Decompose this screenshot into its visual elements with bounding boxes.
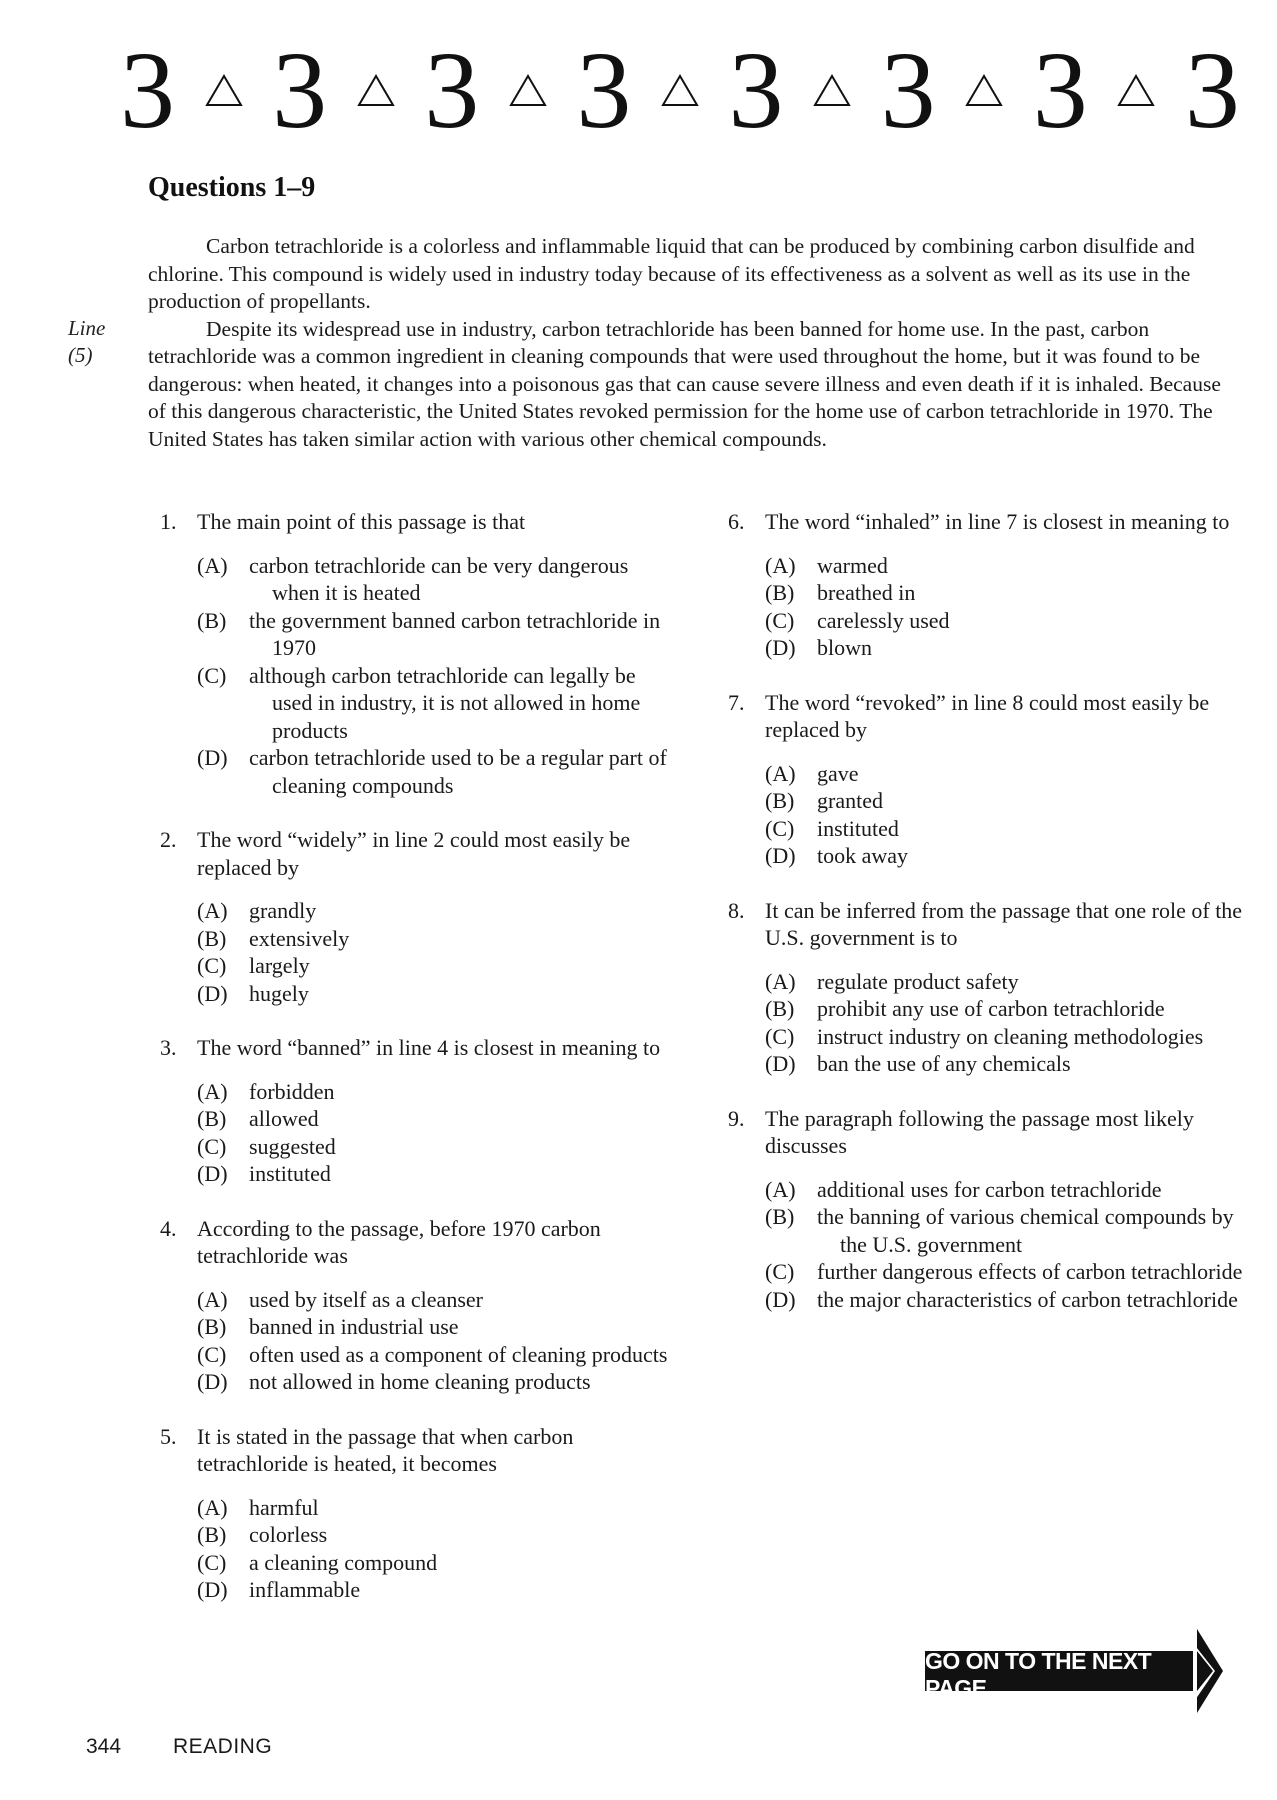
option-text: breathed in	[817, 580, 916, 605]
option-letter: (D)	[197, 1369, 228, 1394]
option-letter: (D)	[197, 1161, 228, 1186]
section-number: 3	[424, 29, 480, 151]
option-text: the government banned carbon tetrachloride in 1970	[249, 607, 661, 660]
section-number: 3	[1184, 29, 1240, 151]
question-number: 8.	[728, 897, 745, 923]
question-number: 6.	[728, 509, 745, 534]
question-text: The word “inhaled” in line 7 is closest in meaning to	[765, 509, 1230, 534]
option-text: not allowed in home cleaning products	[249, 1369, 591, 1394]
section-number: 3	[120, 29, 175, 151]
option-text: regulate product safety	[817, 968, 1019, 994]
option-letter: (A)	[765, 1176, 796, 1202]
option-letter: (C)	[765, 815, 795, 841]
line-number-5: (5)	[68, 343, 93, 367]
option-text: the banning of various chemical compounds by the U.S. government	[817, 1204, 1234, 1257]
option-letter: (B)	[765, 788, 795, 813]
option-letter: (B)	[765, 996, 795, 1021]
option-text: ban the use of any chemicals	[817, 1051, 1071, 1076]
answer-option[interactable]	[765, 760, 1248, 788]
answer-option[interactable]	[197, 662, 680, 745]
question-item	[160, 1423, 680, 1604]
answer-option[interactable]	[765, 995, 1248, 1023]
passage-paragraph: Despite its widespread use in industry, carbon tetrachloride has been banned for home use. In the past, carbon tetrachloride was a common ingredient in cleaning compounds that were used throughout the home, but it was found to be dangerous: when heated, it changes into a poisonous gas that can cause severe illness and even death if it is inhaled. Because of this dangerous characteristic, the United States revoked permission for the home use of carbon tetrachloride in 1970. The United States has taken similar action with various other chemical compounds.	[148, 316, 1221, 451]
answer-option[interactable]	[197, 1105, 680, 1133]
reading-passage	[148, 233, 1228, 453]
answer-option[interactable]	[197, 897, 680, 925]
section-number: 3	[576, 29, 632, 151]
answer-option[interactable]	[765, 1203, 1248, 1258]
option-text: allowed	[249, 1106, 319, 1131]
section-name: READING	[173, 1735, 273, 1758]
answer-option[interactable]	[197, 1286, 680, 1314]
option-text: carelessly used	[817, 607, 950, 633]
question-text: It can be inferred from the passage that one role of the U.S. government is to	[765, 897, 1243, 950]
option-text: warmed	[817, 552, 888, 578]
answer-options	[765, 968, 1248, 1078]
option-letter: (C)	[197, 1341, 227, 1367]
question-text: According to the passage, before 1970 carbon tetrachloride was	[197, 1215, 601, 1268]
answer-option[interactable]	[197, 744, 680, 799]
option-letter: (D)	[197, 1577, 228, 1602]
answer-option[interactable]	[197, 925, 680, 953]
option-text: carbon tetrachloride can be very dangerous when it is heated	[249, 552, 629, 605]
answer-option[interactable]	[765, 607, 1248, 635]
option-letter: (C)	[765, 607, 795, 633]
questions-left-column	[160, 508, 680, 1631]
next-page-label: GO ON TO THE NEXT PAGE	[925, 1648, 1152, 1701]
option-text: gave	[817, 760, 859, 786]
option-text: grandly	[249, 898, 317, 923]
option-letter: (B)	[197, 1106, 227, 1131]
answer-option[interactable]	[197, 1078, 680, 1106]
option-letter: (A)	[197, 1494, 228, 1520]
option-letter: (C)	[197, 953, 227, 978]
question-item	[160, 826, 680, 1007]
section-number-band	[120, 29, 1240, 151]
answer-option[interactable]	[765, 787, 1248, 815]
page-number: 344	[86, 1735, 122, 1758]
answer-option[interactable]	[197, 952, 680, 980]
question-item	[160, 508, 680, 799]
questions-right-column	[728, 508, 1248, 1340]
answer-option[interactable]	[197, 1521, 680, 1549]
answer-option[interactable]	[765, 579, 1248, 607]
question-number: 9.	[728, 1105, 745, 1131]
question-text: The paragraph following the passage most likely discusses	[765, 1105, 1194, 1158]
answer-option[interactable]	[197, 1133, 680, 1161]
option-text: carbon tetrachloride used to be a regular part of cleaning compounds	[249, 745, 667, 798]
option-text: largely	[249, 953, 310, 978]
question-item	[160, 1215, 680, 1396]
option-text: colorless	[249, 1522, 328, 1547]
triangle-outline-icon	[965, 73, 1003, 107]
option-letter: (D)	[765, 1286, 796, 1312]
option-text: instituted	[817, 815, 899, 841]
option-text: a cleaning compound	[249, 1549, 438, 1575]
question-item	[728, 689, 1248, 870]
question-stem	[160, 1034, 680, 1062]
section-number: 3	[1032, 29, 1088, 151]
option-letter: (D)	[765, 843, 796, 868]
option-text: took away	[817, 843, 909, 868]
question-stem	[160, 508, 680, 536]
question-stem	[160, 1215, 680, 1270]
option-letter: (D)	[197, 980, 228, 1006]
section-number: 3	[728, 29, 784, 151]
option-text: extensively	[249, 925, 350, 951]
question-stem	[728, 897, 1248, 952]
question-item	[728, 897, 1248, 1078]
option-letter: (A)	[197, 552, 228, 578]
option-letter: (D)	[765, 635, 796, 660]
question-text: The word “widely” in line 2 could most easily be replaced by	[197, 827, 631, 880]
answer-option[interactable]	[197, 1160, 680, 1188]
question-stem	[160, 1423, 680, 1478]
answer-option[interactable]	[765, 815, 1248, 843]
question-number: 3.	[160, 1035, 177, 1060]
option-text: instituted	[249, 1161, 331, 1186]
option-letter: (C)	[765, 1023, 795, 1049]
option-letter: (A)	[765, 760, 796, 786]
triangle-outline-icon	[357, 73, 395, 107]
answer-option[interactable]	[197, 1368, 680, 1396]
question-stem	[160, 826, 680, 881]
answer-option[interactable]	[765, 1050, 1248, 1078]
answer-option[interactable]	[197, 1341, 680, 1369]
answer-option[interactable]	[765, 842, 1248, 870]
option-text: although carbon tetrachloride can legally be used in industry, it is not allowed in home products	[249, 662, 641, 743]
answer-option[interactable]	[197, 980, 680, 1008]
answer-option[interactable]	[197, 607, 680, 662]
option-letter: (A)	[197, 1078, 228, 1104]
option-letter: (D)	[765, 1051, 796, 1076]
answer-options	[765, 552, 1248, 662]
question-number: 5.	[160, 1423, 177, 1449]
triangle-outline-icon	[509, 73, 547, 107]
question-item	[728, 508, 1248, 662]
answer-option[interactable]	[765, 1176, 1248, 1204]
option-text: granted	[817, 788, 883, 813]
answer-option[interactable]	[765, 968, 1248, 996]
answer-option[interactable]	[765, 1023, 1248, 1051]
option-text: inflammable	[249, 1577, 361, 1602]
option-text: forbidden	[249, 1078, 335, 1104]
question-stem	[728, 508, 1248, 536]
option-letter: (A)	[197, 898, 228, 923]
option-letter: (A)	[765, 552, 796, 578]
answer-option[interactable]	[197, 1549, 680, 1577]
question-item	[160, 1034, 680, 1188]
option-letter: (C)	[765, 1259, 795, 1284]
next-page-banner	[925, 1625, 1225, 1717]
option-letter: (B)	[197, 1314, 227, 1339]
option-letter: (B)	[765, 580, 795, 605]
option-letter: (A)	[765, 968, 796, 994]
section-heading: Questions 1–9	[148, 172, 316, 203]
answer-options	[197, 1494, 680, 1604]
answer-options	[197, 1286, 680, 1396]
option-text: blown	[817, 635, 872, 660]
answer-option[interactable]	[197, 552, 680, 607]
answer-option[interactable]	[765, 634, 1248, 662]
answer-options	[765, 1176, 1248, 1314]
option-letter: (B)	[765, 1204, 795, 1229]
option-letter: (D)	[197, 745, 228, 770]
option-letter: (B)	[197, 1522, 227, 1547]
answer-option[interactable]	[197, 1576, 680, 1604]
option-letter: (A)	[197, 1286, 228, 1312]
option-text: harmful	[249, 1494, 319, 1520]
answer-options	[197, 1078, 680, 1188]
option-text: used by itself as a cleanser	[249, 1286, 483, 1312]
triangle-outline-icon	[205, 73, 243, 107]
option-letter: (C)	[197, 662, 227, 688]
option-text: often used as a component of cleaning products	[249, 1341, 668, 1367]
question-text: It is stated in the passage that when carbon tetrachloride is heated, it becomes	[197, 1423, 574, 1476]
question-text: The word “revoked” in line 8 could most easily be replaced by	[765, 689, 1210, 742]
option-text: suggested	[249, 1133, 336, 1159]
question-text: The main point of this passage is that	[197, 509, 526, 534]
answer-option[interactable]	[765, 1286, 1248, 1314]
triangle-outline-icon	[813, 73, 851, 107]
answer-option[interactable]	[197, 1313, 680, 1341]
question-number: 4.	[160, 1215, 177, 1241]
option-text: instruct industry on cleaning methodologies	[817, 1023, 1204, 1049]
option-text: additional uses for carbon tetrachloride	[817, 1176, 1162, 1202]
line-label: Line	[68, 316, 106, 340]
option-letter: (B)	[197, 925, 227, 951]
question-number: 1.	[160, 509, 177, 534]
triangle-outline-icon	[661, 73, 699, 107]
answer-options	[765, 760, 1248, 870]
option-letter: (C)	[197, 1549, 227, 1575]
option-text: banned in industrial use	[249, 1314, 459, 1339]
answer-option[interactable]	[765, 1258, 1248, 1286]
question-number: 2.	[160, 827, 177, 852]
option-text: hugely	[249, 980, 309, 1006]
option-letter: (B)	[197, 607, 227, 633]
answer-options	[197, 552, 680, 800]
option-text: further dangerous effects of carbon tetrachloride	[817, 1259, 1243, 1284]
section-number: 3	[880, 29, 936, 151]
section-number: 3	[272, 29, 328, 151]
question-stem	[728, 1105, 1248, 1160]
question-stem	[728, 689, 1248, 744]
answer-options	[197, 897, 680, 1007]
answer-option[interactable]	[197, 1494, 680, 1522]
option-letter: (C)	[197, 1133, 227, 1159]
option-text: the major characteristics of carbon tetrachloride	[817, 1286, 1238, 1312]
question-number: 7.	[728, 689, 745, 715]
triangle-outline-icon	[1117, 73, 1155, 107]
answer-option[interactable]	[765, 552, 1248, 580]
question-text: The word “banned” in line 4 is closest in meaning to	[197, 1035, 661, 1060]
option-text: prohibit any use of carbon tetrachloride	[817, 996, 1165, 1021]
question-item	[728, 1105, 1248, 1314]
passage-paragraph: Carbon tetrachloride is a colorless and inflammable liquid that can be produced by combining carbon disulfide and chlorine. This compound is widely used in industry today because of its effectiveness as a solvent as well as its use in the production of propellants.	[148, 234, 1195, 313]
